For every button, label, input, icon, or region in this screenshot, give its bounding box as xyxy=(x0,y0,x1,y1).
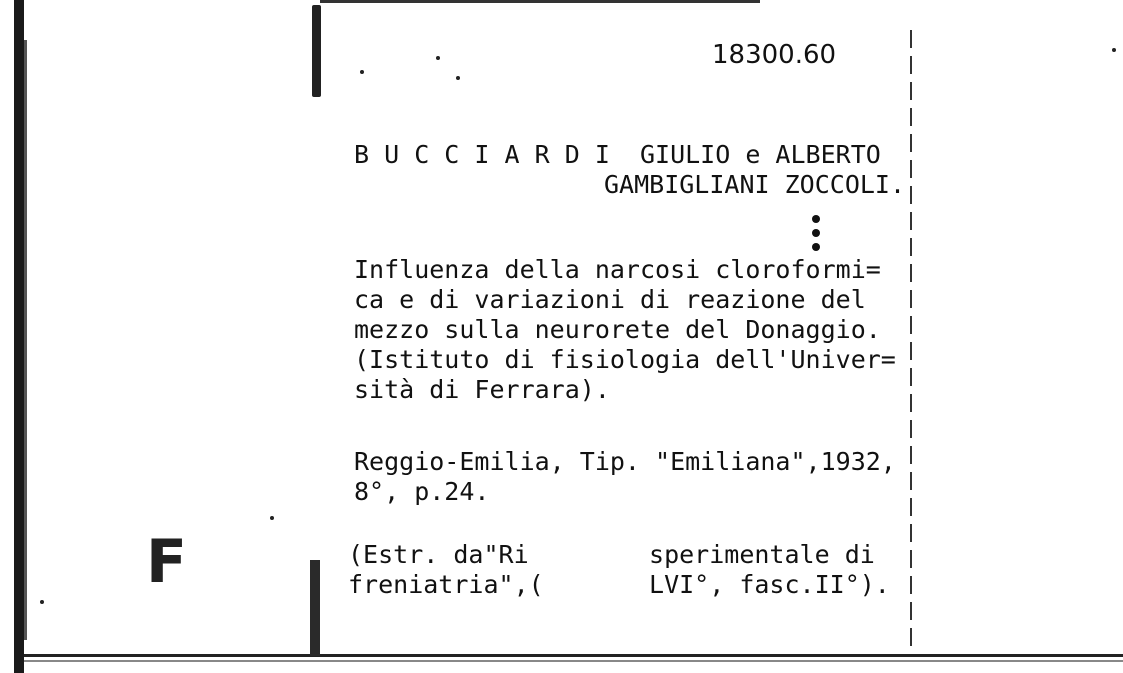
right-margin-rule xyxy=(910,30,912,650)
binding-mark-top xyxy=(312,5,321,97)
scan-edge-left xyxy=(14,0,24,673)
scan-edge-left-inner xyxy=(24,40,27,640)
binding-mark-bottom xyxy=(310,560,320,656)
title-line: (Istituto di fisiologia dell'Univer= xyxy=(354,345,896,374)
speck xyxy=(456,76,460,80)
catalog-number: 18300.60 xyxy=(712,40,837,70)
card-top-edge xyxy=(320,0,760,3)
author-line-1: B U C C I A R D I GIULIO e ALBERTO xyxy=(354,140,881,169)
extract-line: (Estr. da"Ri sperimentale di xyxy=(348,540,875,569)
title-line: Influenza della narcosi cloroformi= xyxy=(354,255,881,284)
publication-line: Reggio-Emilia, Tip. "Emiliana",1932, xyxy=(354,447,896,476)
author-line-2: GAMBIGLIANI ZOCCOLI. xyxy=(604,170,906,199)
speck xyxy=(436,56,440,60)
work-title xyxy=(354,255,896,405)
extract-note xyxy=(348,540,890,600)
title-line: ca e di variazioni di reazione del xyxy=(354,285,866,314)
title-line: mezzo sulla neurorete del Donaggio. xyxy=(354,315,881,344)
extract-line: freniatria",( LVI°, fasc.II°). xyxy=(348,570,890,599)
title-line: sità di Ferrara). xyxy=(354,375,610,404)
speck xyxy=(270,516,274,520)
speck xyxy=(1112,48,1116,52)
margin-letter: F xyxy=(146,527,187,597)
speck xyxy=(40,600,44,604)
card-bottom-edge-shadow xyxy=(24,660,1123,662)
publication-info xyxy=(354,447,896,507)
speck xyxy=(360,70,364,74)
publication-line: 8°, p.24. xyxy=(354,477,490,506)
card-bottom-edge xyxy=(24,654,1123,657)
